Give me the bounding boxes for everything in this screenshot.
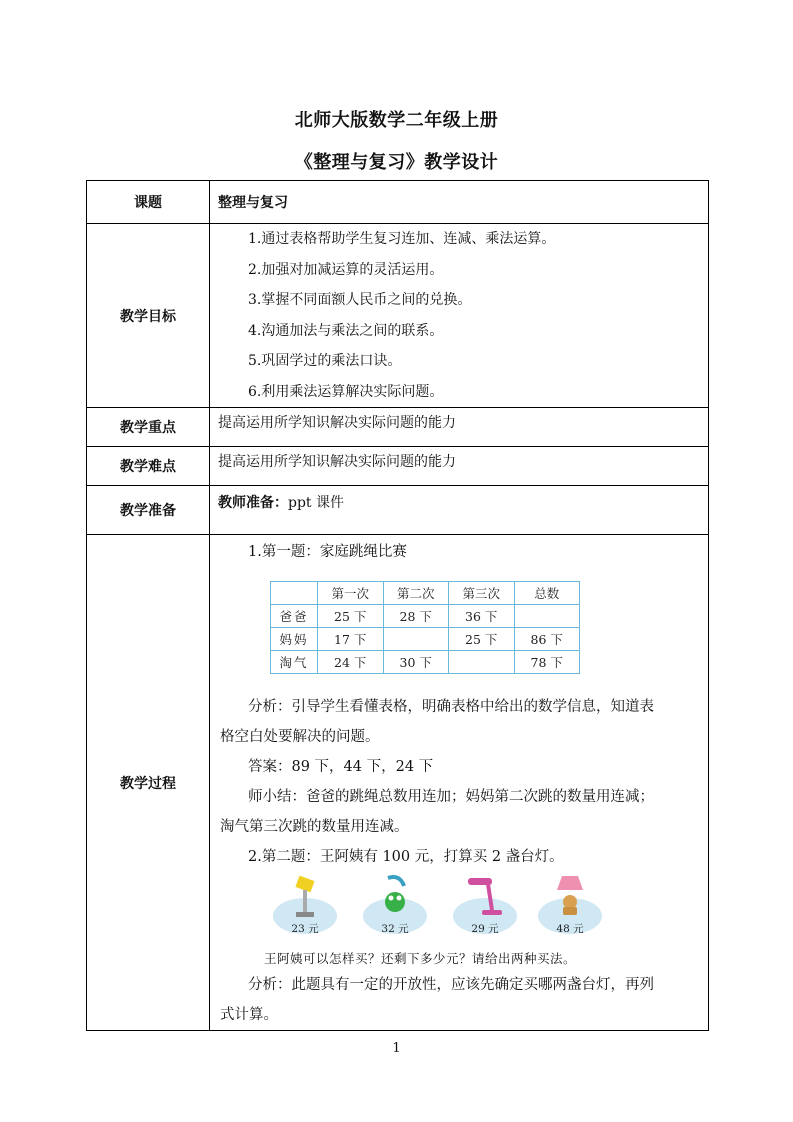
jump-header-cell: 第三次 — [449, 582, 515, 605]
lamp-item — [270, 874, 340, 938]
goal-item: 5.巩固学过的乘法口诀。 — [248, 353, 402, 369]
page-subtitle: 《整理与复习》教学设计 — [294, 152, 499, 173]
table-row — [271, 651, 580, 674]
jump-cell: 妈妈 — [271, 628, 318, 651]
lamp-item — [360, 874, 430, 938]
jump-cell: 淘气 — [271, 651, 318, 674]
jump-cell: 30 下 — [383, 651, 449, 674]
lamp-question: 王阿姨可以怎样买？还剩下多少元？请给出两种买法。 — [264, 951, 577, 966]
goals-list — [210, 224, 709, 408]
goal-item: 1.通过表格帮助学生复习连加、连减、乘法运算。 — [248, 231, 556, 247]
jump-cell — [514, 605, 580, 628]
analysis-2-line-b: 式计算。 — [220, 1007, 278, 1023]
goal-item: 3.掌握不同面额人民币之间的兑换。 — [248, 292, 472, 308]
page-number: 1 — [392, 1041, 401, 1056]
jump-cell: 爸爸 — [271, 605, 318, 628]
lamp-price: 29 元 — [471, 923, 499, 935]
difficulty-row — [87, 447, 709, 486]
answer-1: 答案：89 下，44 下，24 下 — [248, 759, 434, 775]
summary-line-a: 师小结：爸爸的跳绳总数用连加；妈妈第二次跳的数量用连减； — [248, 789, 654, 805]
jump-header-cell: 第二次 — [383, 582, 449, 605]
preparation-value — [210, 486, 709, 535]
lesson-plan-table — [86, 180, 709, 1031]
jump-cell: 86 下 — [514, 628, 580, 651]
q2-title: 2.第二题：王阿姨有 100 元，打算买 2 盏台灯。 — [248, 849, 564, 865]
jump-rope-table — [270, 581, 580, 674]
difficulty-value: 提高运用所学知识解决实际问题的能力 — [210, 447, 709, 486]
lamp-price: 48 元 — [556, 923, 584, 935]
goal-item: 6.利用乘法运算解决实际问题。 — [248, 383, 444, 400]
table-row — [271, 628, 580, 651]
goal-item: 2.加强对加减运算的灵活运用。 — [248, 261, 444, 278]
topic-label: 课题 — [87, 181, 210, 224]
jump-cell — [383, 628, 449, 651]
summary-line-b: 淘气第三次跳的数量用连减。 — [220, 819, 409, 835]
preparation-prefix: 教师准备： — [218, 495, 288, 511]
lamp-item — [450, 874, 520, 938]
jump-cell: 25 下 — [318, 605, 384, 628]
jump-cell: 36 下 — [449, 605, 515, 628]
process-content — [210, 535, 709, 1031]
process-row — [87, 535, 709, 1031]
goal-item: 4.沟通加法与乘法之间的联系。 — [248, 322, 444, 339]
lamp-price: 32 元 — [381, 923, 409, 935]
topic-row — [87, 181, 709, 224]
analysis-1-line-a: 分析：引导学生看懂表格，明确表格中给出的数学信息，知道表 — [248, 699, 654, 715]
q1-title: 1.第一题：家庭跳绳比赛 — [248, 544, 407, 560]
analysis-2-line-a: 分析：此题具有一定的开放性，应该先确定买哪两盏台灯，再列 — [248, 977, 654, 993]
process-label: 教学过程 — [87, 535, 210, 1031]
lamp-images — [220, 874, 698, 948]
jump-cell — [449, 651, 515, 674]
goals-label: 教学目标 — [87, 224, 210, 408]
key-point-row — [87, 408, 709, 447]
jump-cell: 78 下 — [514, 651, 580, 674]
preparation-row — [87, 486, 709, 535]
analysis-1-line-b: 格空白处要解决的问题。 — [220, 729, 380, 745]
jump-cell: 24 下 — [318, 651, 384, 674]
preparation-label: 教学准备 — [87, 486, 210, 535]
key-point-value: 提高运用所学知识解决实际问题的能力 — [210, 408, 709, 447]
jump-header-cell: 第一次 — [318, 582, 384, 605]
jump-cell: 17 下 — [318, 628, 384, 651]
difficulty-label: 教学难点 — [87, 447, 210, 486]
table-row — [271, 605, 580, 628]
jump-header-cell: 总数 — [514, 582, 580, 605]
jump-header-cell — [271, 582, 318, 605]
lamp-item — [535, 874, 605, 938]
jump-table-header — [271, 582, 580, 605]
page-title: 北师大版数学二年级上册 — [294, 110, 499, 131]
preparation-text: ppt 课件 — [288, 495, 344, 511]
jump-cell: 25 下 — [449, 628, 515, 651]
goals-row — [87, 224, 709, 408]
lamp-price: 23 元 — [291, 923, 319, 935]
key-point-label: 教学重点 — [87, 408, 210, 447]
jump-cell: 28 下 — [383, 605, 449, 628]
topic-value: 整理与复习 — [210, 181, 709, 224]
